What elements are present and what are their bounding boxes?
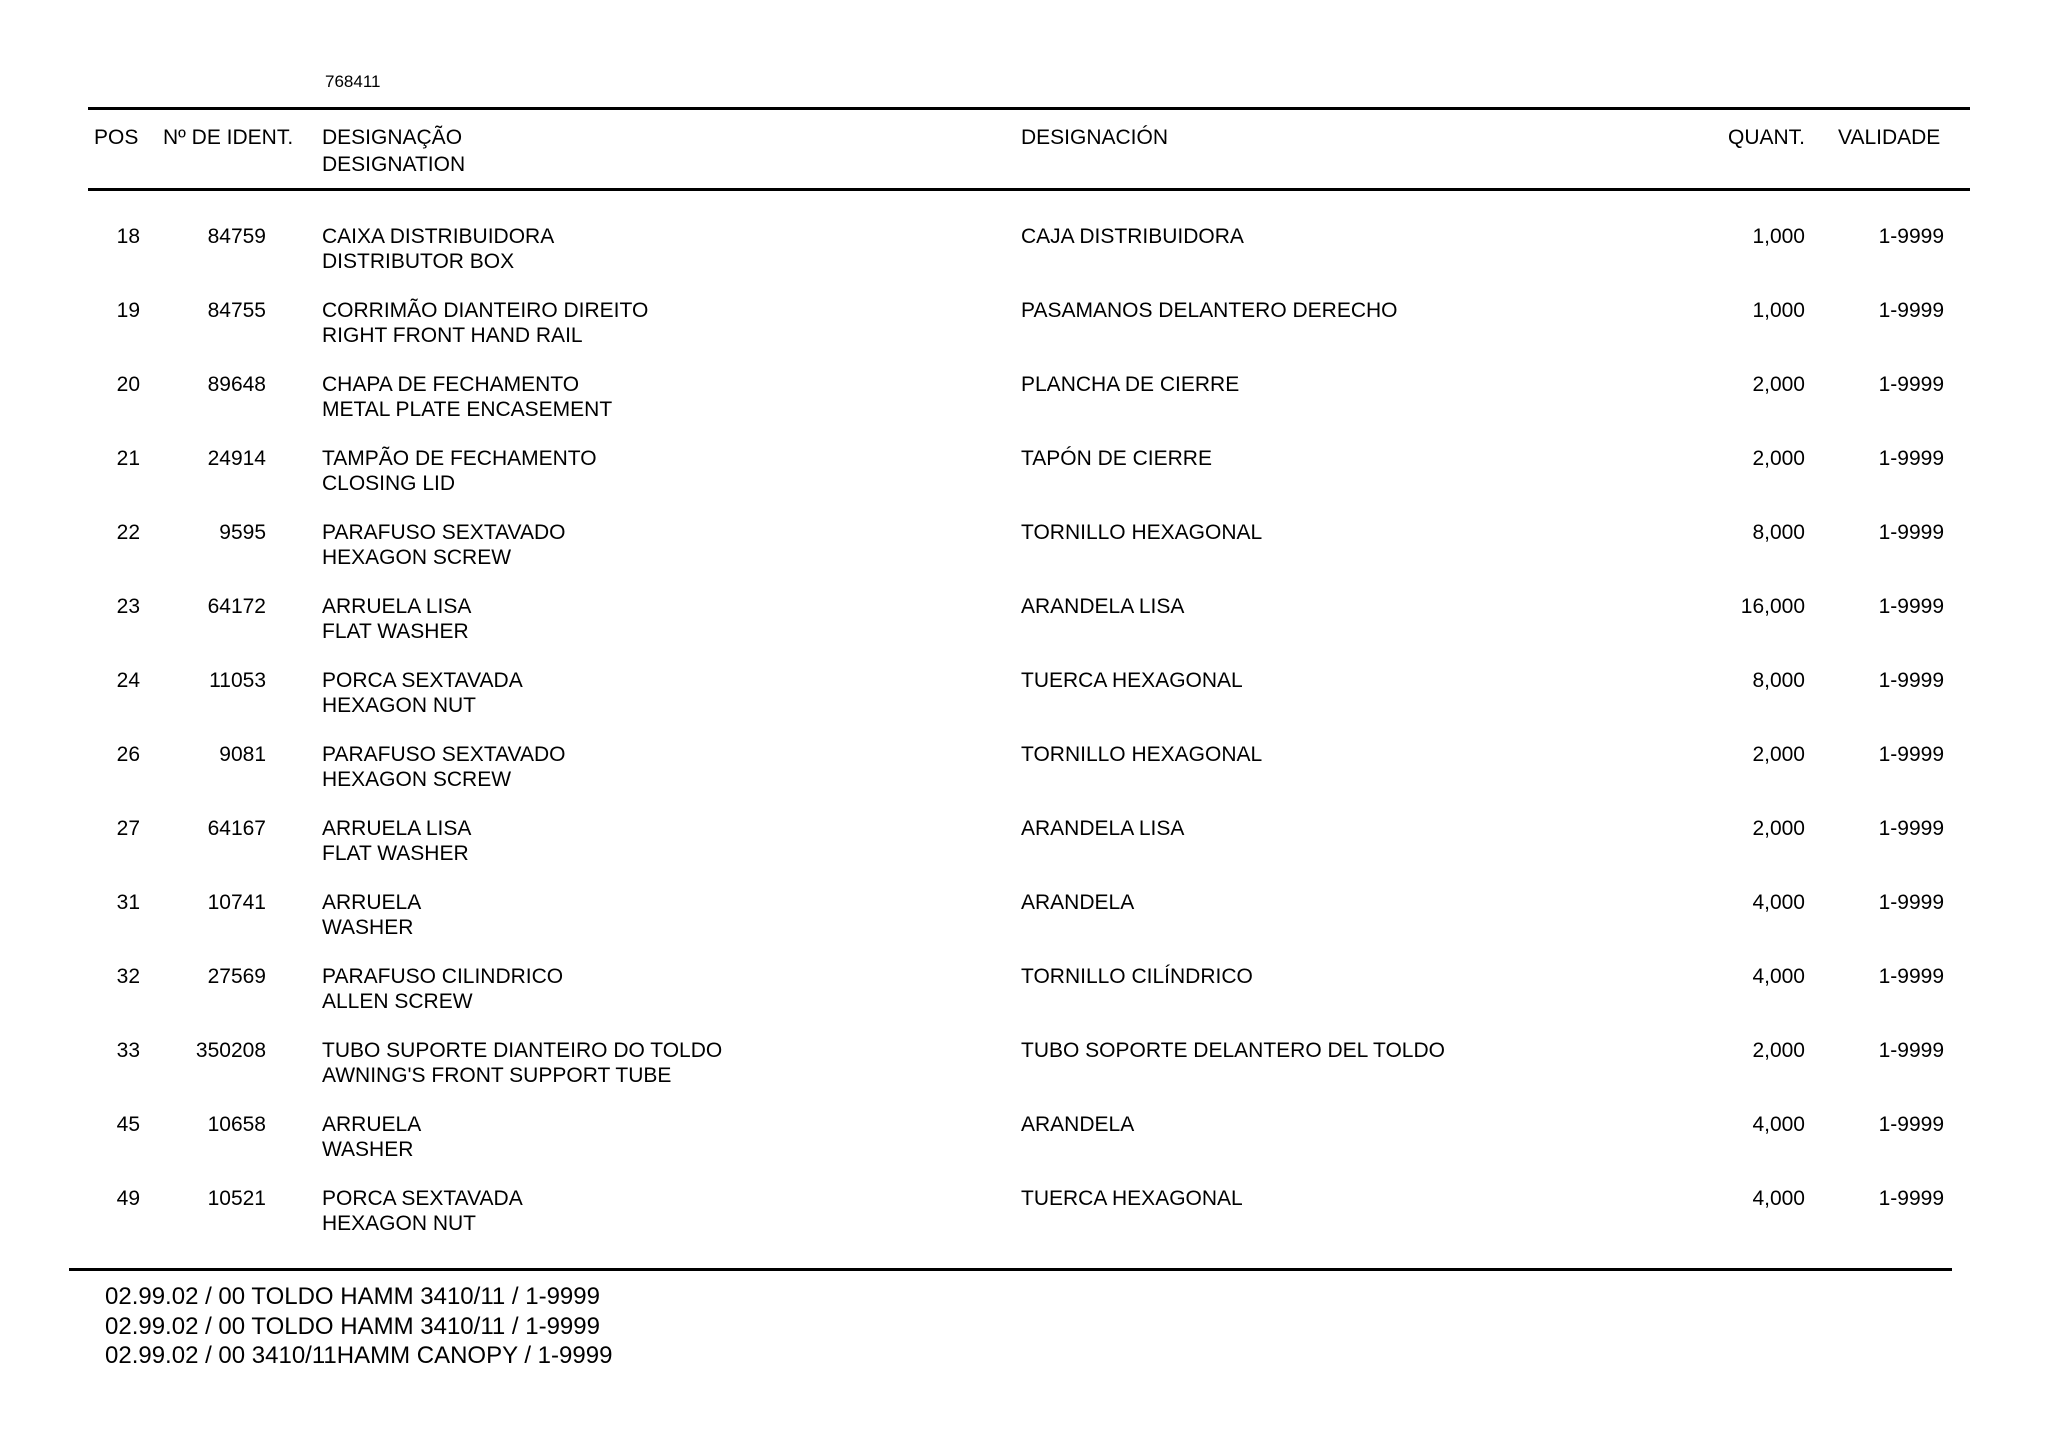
cell-pos: 45 xyxy=(116,1113,140,1136)
cell-designacao-pt: PORCA SEXTAVADA xyxy=(322,1187,523,1210)
cell-designation xyxy=(322,816,471,866)
cell-designacao-pt: PARAFUSO SEXTAVADO xyxy=(322,743,566,766)
cell-designation-en: FLAT WASHER xyxy=(322,842,469,865)
cell-designacion: ARANDELA xyxy=(1021,1113,1135,1136)
cell-designacao-pt: ARRUELA LISA xyxy=(322,595,472,618)
cell-ident: 84759 xyxy=(207,225,266,248)
cell-quant: 16,000 xyxy=(1740,595,1805,618)
cell-designation-en: HEXAGON SCREW xyxy=(322,546,512,569)
cell-validade: 1-9999 xyxy=(1878,373,1944,396)
column-header-pos: POS xyxy=(94,126,139,149)
cell-designacion: PASAMANOS DELANTERO DERECHO xyxy=(1021,299,1398,322)
cell-designation-en: WASHER xyxy=(322,1138,414,1161)
cell-ident: 64167 xyxy=(207,817,266,840)
cell-validade: 1-9999 xyxy=(1878,965,1944,988)
cell-quant: 4,000 xyxy=(1752,1187,1805,1210)
cell-designacion: ARANDELA LISA xyxy=(1021,595,1185,618)
cell-validade: 1-9999 xyxy=(1878,521,1944,544)
cell-ident: 10521 xyxy=(207,1187,266,1210)
cell-ident: 11053 xyxy=(209,669,266,692)
cell-designacion: TORNILLO CILÍNDRICO xyxy=(1021,965,1253,988)
cell-designation xyxy=(322,1112,421,1162)
cell-designacao-pt: ARRUELA xyxy=(322,1113,422,1136)
table-row xyxy=(0,1038,2048,1112)
header-top-rule xyxy=(88,107,1970,110)
cell-pos: 21 xyxy=(116,447,140,470)
cell-ident: 27569 xyxy=(207,965,266,988)
cell-designacao-pt: ARRUELA xyxy=(322,891,422,914)
column-header-quant: QUANT. xyxy=(1727,126,1805,149)
cell-designation xyxy=(322,890,421,940)
cell-designation xyxy=(322,964,563,1014)
cell-pos: 26 xyxy=(116,743,140,766)
cell-validade: 1-9999 xyxy=(1878,669,1944,692)
cell-designacion: ARANDELA LISA xyxy=(1021,817,1185,840)
cell-designacao-pt: TAMPÃO DE FECHAMENTO xyxy=(322,447,597,470)
column-header-ident: Nº DE IDENT. xyxy=(163,126,294,149)
column-header-designacion: DESIGNACIÓN xyxy=(1021,126,1169,149)
footer-rule xyxy=(69,1268,1952,1271)
cell-designation xyxy=(322,372,612,422)
cell-designation-en: RIGHT FRONT HAND RAIL xyxy=(322,324,583,347)
cell-designacao-pt: CAIXA DISTRIBUIDORA xyxy=(322,225,555,248)
cell-ident: 24914 xyxy=(207,447,266,470)
cell-validade: 1-9999 xyxy=(1878,743,1944,766)
cell-quant: 8,000 xyxy=(1752,669,1805,692)
cell-designacion: TAPÓN DE CIERRE xyxy=(1021,447,1212,470)
cell-designacion: ARANDELA xyxy=(1021,891,1135,914)
footer-line-2: 02.99.02 / 00 TOLDO HAMM 3410/11 / 1-9999 xyxy=(105,1312,600,1340)
cell-designacion: TUERCA HEXAGONAL xyxy=(1021,1187,1243,1210)
cell-designation-en: HEXAGON NUT xyxy=(322,694,477,717)
cell-designation-en: METAL PLATE ENCASEMENT xyxy=(322,398,613,421)
cell-pos: 20 xyxy=(116,373,140,396)
cell-quant: 2,000 xyxy=(1752,447,1805,470)
column-header-designation-en: DESIGNATION xyxy=(322,153,466,176)
cell-designation-en: HEXAGON NUT xyxy=(322,1212,477,1235)
cell-pos: 18 xyxy=(116,225,140,248)
cell-designacion: TORNILLO HEXAGONAL xyxy=(1021,521,1263,544)
cell-validade: 1-9999 xyxy=(1878,1113,1944,1136)
cell-designation-en: DISTRIBUTOR BOX xyxy=(322,250,515,273)
header-bottom-rule xyxy=(88,188,1970,191)
table-row xyxy=(0,594,2048,668)
table-row xyxy=(0,964,2048,1038)
document-number: 768411 xyxy=(325,72,381,91)
cell-pos: 23 xyxy=(116,595,140,618)
cell-designation-en: WASHER xyxy=(322,916,414,939)
cell-designacao-pt: PARAFUSO SEXTAVADO xyxy=(322,521,566,544)
cell-designation xyxy=(322,446,597,496)
cell-designacao-pt: CORRIMÃO DIANTEIRO DIREITO xyxy=(322,299,649,322)
cell-designacao-pt: ARRUELA LISA xyxy=(322,817,472,840)
cell-pos: 32 xyxy=(116,965,140,988)
cell-designation xyxy=(322,1186,523,1236)
cell-designacion: PLANCHA DE CIERRE xyxy=(1021,373,1240,396)
table-row xyxy=(0,816,2048,890)
cell-quant: 2,000 xyxy=(1752,1039,1805,1062)
parts-table-body xyxy=(0,224,2048,1260)
cell-quant: 2,000 xyxy=(1752,743,1805,766)
cell-designation-en: AWNING'S FRONT SUPPORT TUBE xyxy=(322,1064,672,1087)
cell-designation xyxy=(322,224,554,274)
cell-ident: 9081 xyxy=(219,743,266,766)
cell-quant: 4,000 xyxy=(1752,965,1805,988)
cell-validade: 1-9999 xyxy=(1878,225,1944,248)
table-row xyxy=(0,890,2048,964)
cell-pos: 19 xyxy=(116,299,140,322)
table-row xyxy=(0,520,2048,594)
footer-references xyxy=(105,1282,612,1371)
table-row xyxy=(0,372,2048,446)
table-row xyxy=(0,446,2048,520)
cell-designation xyxy=(322,520,566,570)
cell-ident: 89648 xyxy=(207,373,266,396)
cell-designation xyxy=(322,594,471,644)
table-row xyxy=(0,224,2048,298)
cell-designation-en: HEXAGON SCREW xyxy=(322,768,512,791)
cell-ident: 9595 xyxy=(219,521,266,544)
table-row xyxy=(0,742,2048,816)
cell-validade: 1-9999 xyxy=(1878,891,1944,914)
table-row xyxy=(0,1186,2048,1260)
cell-designacao-pt: TUBO SUPORTE DIANTEIRO DO TOLDO xyxy=(322,1039,723,1062)
cell-ident: 10741 xyxy=(207,891,266,914)
cell-validade: 1-9999 xyxy=(1878,1039,1944,1062)
cell-quant: 4,000 xyxy=(1752,891,1805,914)
cell-validade: 1-9999 xyxy=(1878,595,1944,618)
table-row xyxy=(0,1112,2048,1186)
cell-pos: 33 xyxy=(116,1039,140,1062)
cell-pos: 22 xyxy=(116,521,140,544)
cell-designacao-pt: PORCA SEXTAVADA xyxy=(322,669,523,692)
column-header-designacao: DESIGNAÇÃO xyxy=(322,126,463,149)
cell-validade: 1-9999 xyxy=(1878,299,1944,322)
cell-validade: 1-9999 xyxy=(1878,447,1944,470)
cell-quant: 4,000 xyxy=(1752,1113,1805,1136)
cell-pos: 24 xyxy=(116,669,140,692)
cell-ident: 64172 xyxy=(207,595,266,618)
cell-validade: 1-9999 xyxy=(1878,817,1944,840)
cell-designation xyxy=(322,668,523,718)
cell-pos: 31 xyxy=(116,891,140,914)
cell-designacao-pt: PARAFUSO CILINDRICO xyxy=(322,965,564,988)
cell-designacao-pt: CHAPA DE FECHAMENTO xyxy=(322,373,580,396)
cell-ident: 84755 xyxy=(207,299,266,322)
cell-ident: 350208 xyxy=(195,1039,266,1062)
cell-designation xyxy=(322,1038,722,1088)
footer-line-1: 02.99.02 / 00 TOLDO HAMM 3410/11 / 1-9999 xyxy=(105,1283,600,1310)
cell-pos: 49 xyxy=(116,1187,140,1210)
footer-line-3: 02.99.02 / 00 3410/11HAMM CANOPY / 1-9999 xyxy=(105,1342,613,1369)
column-header-validade: VALIDADE xyxy=(1838,126,1941,149)
cell-designacion: CAJA DISTRIBUIDORA xyxy=(1021,225,1244,248)
cell-designation xyxy=(322,742,566,792)
cell-designation xyxy=(322,298,648,348)
cell-designacion: TUERCA HEXAGONAL xyxy=(1021,669,1243,692)
cell-quant: 2,000 xyxy=(1752,373,1805,396)
cell-validade: 1-9999 xyxy=(1878,1187,1944,1210)
cell-designation-en: FLAT WASHER xyxy=(322,620,469,643)
table-row xyxy=(0,298,2048,372)
cell-designacion: TORNILLO HEXAGONAL xyxy=(1021,743,1263,766)
cell-quant: 1,000 xyxy=(1752,299,1805,322)
cell-quant: 8,000 xyxy=(1752,521,1805,544)
cell-designation-en: CLOSING LID xyxy=(322,472,456,495)
table-row xyxy=(0,668,2048,742)
cell-pos: 27 xyxy=(116,817,140,840)
cell-quant: 2,000 xyxy=(1752,817,1805,840)
cell-ident: 10658 xyxy=(207,1113,266,1136)
cell-designacion: TUBO SOPORTE DELANTERO DEL TOLDO xyxy=(1021,1039,1445,1062)
column-header-designation xyxy=(322,124,465,178)
cell-designation-en: ALLEN SCREW xyxy=(322,990,473,1013)
cell-quant: 1,000 xyxy=(1752,225,1805,248)
